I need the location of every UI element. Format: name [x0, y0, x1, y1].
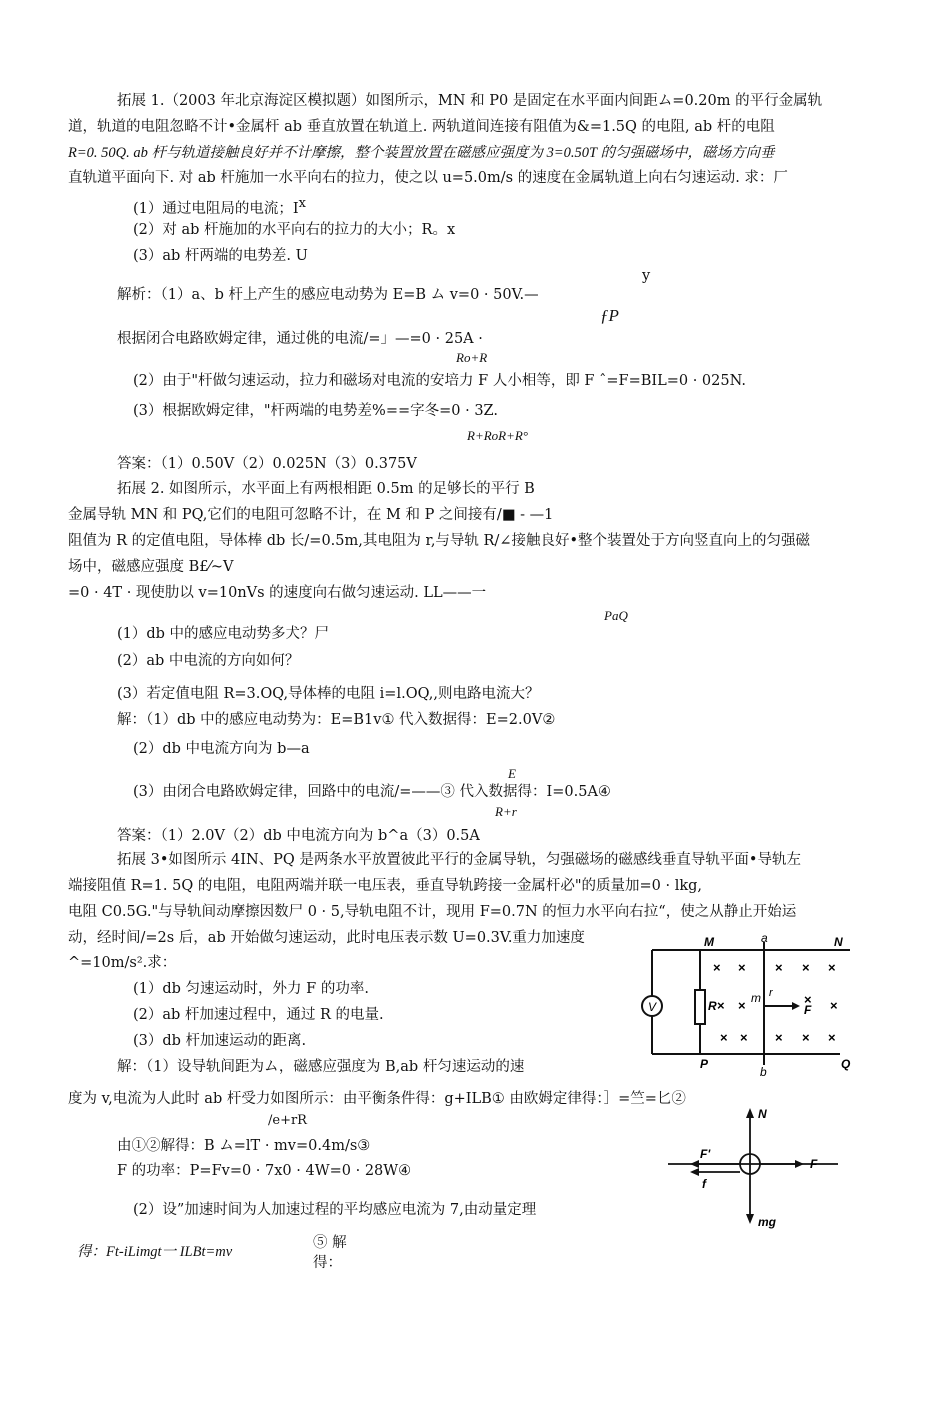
label-a: a: [761, 931, 768, 945]
label-Q: Q: [841, 1057, 851, 1071]
p3-line-5: ^=10m/s².求：: [68, 955, 177, 971]
p2-answer: 答案：（1）2.0V（2）db 中电流方向为 b^a（3）0.5A: [117, 828, 480, 844]
rail-circuit-figure: [630, 930, 860, 1080]
p1-solution-3: (2）由于"杆做匀速运动，拉力和磁场对电流的安培力 F 人小相等，即 F ˆ=F=BIL=0 · 025N.: [133, 373, 746, 389]
p1-q3: (3）ab 杆两端的电势差. U: [133, 248, 308, 264]
p1-q1-text: (1）通过电阻局的电流；I: [133, 200, 299, 217]
label-R: R: [708, 999, 717, 1013]
p1-line-3: R=0. 50Q. ab 杆与轨道接触良好并不计摩擦，整个装置放置在磁感应强度为 3=0.50T 的匀强磁场中，磁场方向垂: [68, 145, 775, 161]
p3-q2: (2）ab 杆加速过程中，通过 R 的电量.: [133, 1007, 384, 1023]
field-cross: ×: [720, 1030, 728, 1045]
p2-solution-1: 解：（1）db 中的感应电动势为：E=B1v① 代入数据得：E=2.0V②: [117, 712, 556, 728]
field-cross: ×: [804, 992, 812, 1007]
field-cross: ×: [828, 1030, 836, 1045]
p3-q3: (3）db 杆加速运动的距离.: [133, 1033, 307, 1049]
field-cross: ×: [717, 998, 725, 1013]
force-label-Fprime: F': [700, 1147, 711, 1161]
p3-solution-7: ⑤ 解: [313, 1235, 347, 1251]
p3-solution-3: 由①②解得：B ム=lT · mv=0.4m/s③: [117, 1138, 371, 1154]
p1-line-1: 拓展 1.（2003 年北京海淀区模拟题）如图所示，MN 和 P0 是固定在水平面内间距ム=0.20m 的平行金属轨: [117, 93, 823, 109]
label-F: F: [804, 1003, 812, 1017]
p2-q2: (2）ab 中电流的方向如何？: [117, 653, 300, 669]
p3-line-4: 动，经时间/=2s 后，ab 开始做匀速运动，此时电压表示数 U=0.3V.重力加速度: [68, 930, 585, 946]
field-cross: ×: [738, 998, 746, 1013]
p1-fraction-denominator-2: R+RoR+R°: [467, 428, 529, 443]
p3-line-2: 端接阻值 R=1. 5Q 的电阻，电阻两端并联一电压表，垂直导轨跨接一金属杆必"的质量加=0 · lkg,: [68, 878, 703, 894]
p2-q3: (3）若定值电阻 R=3.OQ,导体棒的电阻 i=l.OQ,,则电路电流大？: [117, 686, 540, 702]
p2-solution-3: (3）由闭合电路欧姆定律，回路中的电流/=——③ 代入数据得：I=0.5A④: [133, 784, 611, 800]
field-cross: ×: [830, 998, 838, 1013]
voltmeter-label: V: [648, 1000, 657, 1014]
p1-q2: (2）对 ab 杆施加的水平向右的拉力的大小；R。x: [133, 222, 456, 238]
field-cross: ×: [775, 1030, 783, 1045]
p3-q1: (1）db 匀速运动时，外力 F 的功率.: [133, 981, 369, 997]
p3-solution-8: 得：: [313, 1255, 342, 1271]
field-cross: ×: [802, 960, 810, 975]
p3-solution-5: (2）设”加速时间为人加速过程的平均感应电流为 7,由动量定理: [133, 1202, 537, 1218]
p1-fraction-denominator-1: Ro+R: [456, 350, 488, 365]
field-cross: ×: [713, 960, 721, 975]
force-diagram: [664, 1102, 844, 1232]
field-cross: ×: [738, 960, 746, 975]
force-label-N: N: [758, 1107, 767, 1121]
p1-solution-2: 根据闭合电路欧姆定律，通过佻的电流/=」—=0 · 25A ·: [117, 331, 483, 347]
p3-solution-6: 得：Ft-iLimgt一 ILBt=mv: [77, 1244, 233, 1260]
p2-solution-2: (2）db 中电流方向为 b—a: [133, 741, 310, 757]
p1-answer: 答案：（1）0.50V（2）0.025N（3）0.375V: [117, 456, 417, 472]
p1-solution-1: 解析：（1）a、b 杆上产生的感应电动势为 E=B ム v=0 · 50V.—: [117, 287, 539, 303]
p3-solution-2: 度为 v,电流为人此时 ab 杆受力如图所示：由平衡条件得：g+ILB① 由欧姆定律得：］=竺=匕②: [68, 1091, 686, 1107]
p2-stray-paq: PaQ: [604, 608, 628, 623]
label-m: m: [751, 991, 761, 1005]
p1-stray-y: y: [642, 268, 651, 284]
p1-q1-sup: x: [298, 196, 306, 211]
p1-line-2: 道，轨道的电阻忽略不计•金属杆 ab 垂直放置在轨道上. 两轨道间连接有阻值为&=1.5Q 的电阻, ab 杆的电阻: [68, 119, 775, 135]
p3-line-3: 电阻 C0.5G."与导轨间动摩擦因数尸 0 · 5,导轨电阻不计，现用 F=0.7N 的恒力水平向右拉“，使之从静止开始运: [68, 904, 797, 920]
field-cross: ×: [740, 1030, 748, 1045]
p1-line-4: 直轨道平面向下. 对 ab 杆施加一水平向右的拉力，使之以 u=5.0m/s 的速度在金属轨道上向右匀速运动. 求：厂: [68, 170, 788, 186]
label-N: N: [834, 935, 843, 949]
field-cross: ×: [828, 960, 836, 975]
p2-line-1: 拓展 2. 如图所示，水平面上有两根相距 0.5m 的足够长的平行 B: [117, 481, 535, 497]
label-r: r: [769, 987, 773, 999]
p2-fraction-denominator: R+r: [495, 804, 517, 819]
p1-solution-4: (3）根据欧姆定律，"杆两端的电势差%==字冬=0 · 3Z.: [133, 403, 498, 419]
force-label-mg: mg: [758, 1215, 776, 1229]
p1-q1: [133, 194, 306, 219]
p2-fraction-numerator: E: [508, 766, 516, 781]
p3-solution-4: F 的功率：P=Fv=0 · 7x0 · 4W=0 · 28W④: [117, 1163, 412, 1179]
p2-line-2: 金属导轨 MN 和 PQ,它们的电阻可忽略不计，在 M 和 P 之间接有/■ - —1: [68, 507, 554, 523]
field-cross: ×: [802, 1030, 810, 1045]
label-M: M: [704, 935, 714, 949]
label-b: b: [760, 1065, 767, 1079]
force-label-F: F: [810, 1157, 818, 1171]
p2-line-4: 场中，磁感应强度 B£⁄~V: [68, 559, 234, 575]
p2-line-5: =0 · 4T · 现使肋以 v=10nVs 的速度向右做匀速运动. LL——一: [68, 585, 487, 601]
p3-line-1: 拓展 3•如图所示 4IN、PQ 是两条水平放置彼此平行的金属导轨，匀强磁场的磁感线垂直导轨平面•导轨左: [117, 852, 801, 868]
force-label-f: f: [702, 1177, 706, 1191]
p3-solution-1: 解：（1）设导轨间距为ム，磁感应强度为 B,ab 杆匀速运动的速: [117, 1059, 525, 1075]
p3-fraction-denominator: /e+rR: [268, 1113, 307, 1128]
label-P: P: [700, 1057, 709, 1071]
field-cross: ×: [775, 960, 783, 975]
p1-stray-fp: ƒP: [600, 306, 619, 325]
p2-line-3: 阻值为 R 的定值电阻，导体棒 db 长/=0.5m,其电阻为 r,与导轨 R/∠接触良好•整个装置处于方向竖直向上的匀强磁: [68, 533, 811, 549]
p2-q1: (1）db 中的感应电动势多犬？尸: [117, 626, 330, 642]
